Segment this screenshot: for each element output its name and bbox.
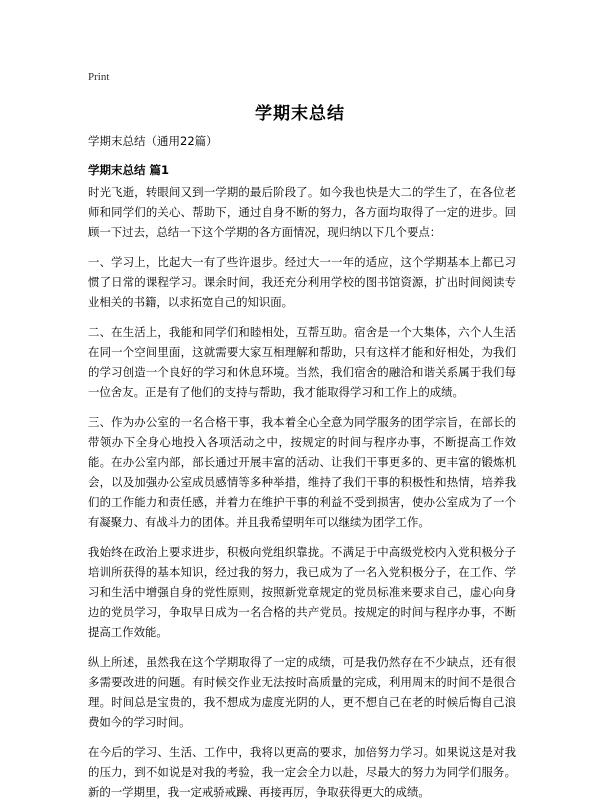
paragraph-life: 二、在生活上，我能和同学们和睦相处，互帮互助。宿舍是一个大集体，六个人生活在同一个空间里面，这就需要大家互相理解和帮助，只有这样才能和好相处，为我们的学习创造一个良好的学习和休息环境。当然，我们宿舍的融洽和谐关系属于我们每一位舍友。正是有了他们的支持与帮助，我才能取得学习和工作上的成绩。: [88, 325, 516, 399]
paragraph-future: 在今后的学习、生活、工作中，我将以更高的要求，加倍努力学习。如果说这是对我的压力，到不如说是对我的考验，我一定会全力以赴，尽最大的努力为同学们服务。新的一学期里，我一定戒骄戒躁、再接再厉，争取获得更大的成绩。: [88, 745, 516, 799]
body-text: [88, 182, 516, 812]
paragraph-intro: 时光飞逝，转眼间又到一学期的最后阶段了。如今我也快是大二的学生了，在各位老师和同学们的关心、帮助下，通过自身不断的努力，各方面均取得了一定的进步。回顾一下过去，总结一下这个学期的各方面情况，现归纳以下几个要点：: [88, 185, 516, 239]
paragraph-office-work: 三、作为办公室的一名合格干事，我本着全心全意为同学服务的团学宗旨，在部长的带领办下全身心地投入各项活动之中，按规定的时间与程序办事，不断提高工作效能。在办公室内部，部长通过开展丰富的活动、让我们干事更多的、更丰富的锻炼机会，以及加强办公室成员感情等多种举措，维持了我们干事的积极性和热情，培养我们的工作能力和责任感，并着力在维护干事的利益不受到损害，使办公室成为了一个有凝聚力、有战斗力的团体。并且我希望明年可以继续为团学工作。: [88, 415, 516, 529]
document-subtitle: 学期末总结（通用22篇）: [88, 134, 218, 148]
print-label[interactable]: Print: [88, 71, 110, 83]
paragraph-summary: 纵上所述，虽然我在这个学期取得了一定的成绩，可是我仍然存在不少缺点，还有很多需要改进的问题。有时候交作业无法按时高质量的完成，利用周末的时间不是很合理。时间总是宝贵的，我不想成为虚度光阴的人，更不想自己在老的时候后悔自己浪费如今的学习时间。: [88, 655, 516, 729]
paragraph-politics: 我始终在政治上要求进步，积极向党组织靠拢。不满足于中高级党校内入党积极分子培训所获得的基本知识，经过我的努力，我已成为了一名入党积极分子，在工作、学习和生活中增强自身的党性原则，按照新党章规定的党员标准来要求自己，虚心向身边的党员学习，争取早日成为一名合格的共产党员。按规定的时间与程序办事，不断提高工作效能。: [88, 545, 516, 639]
document-title: 学期末总结: [255, 104, 345, 124]
section-heading: 学期末总结 篇1: [88, 163, 170, 177]
paragraph-study: 一、学习上，比起大一有了些许退步。经过大一一年的适应，这个学期基本上都已习惯了日常的课程学习。课余时间，我还充分利用学校的图书馆资源，扩出时间阅读专业相关的书籍，以求拓宽自己的知识面。: [88, 255, 516, 309]
